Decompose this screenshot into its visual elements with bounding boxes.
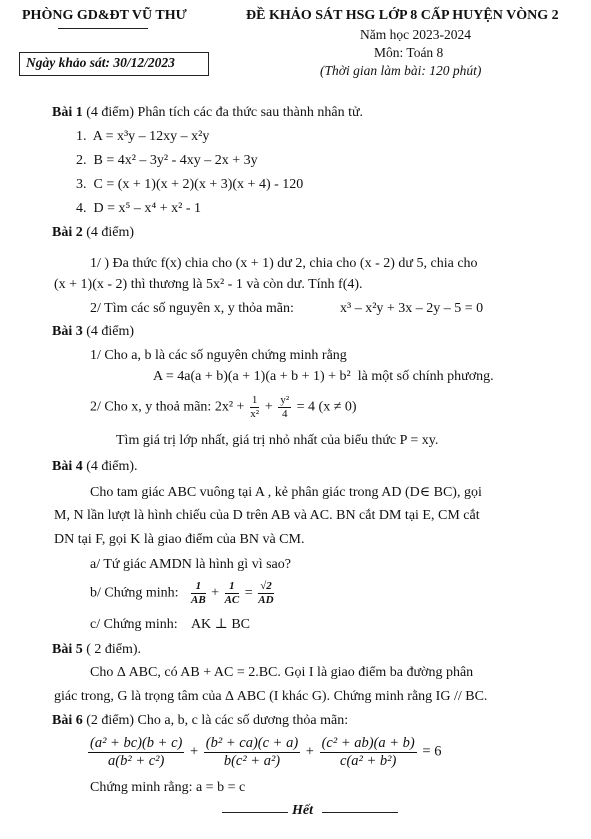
- bai4-label: Bài 4: [52, 459, 83, 474]
- bai6-fraction-3: $\frac{\text{(c² + ab)(a + b)}}{\text{c(a² + b²)}}$: [321, 735, 415, 769]
- bai4-part-c: c/ Chứng minh: AK ⊥ BC: [90, 617, 250, 632]
- bai2-part2-equation: x³ – x²y + 3x – 2y – 5 = 0: [340, 301, 484, 316]
- subject: Môn: Toán 8: [374, 45, 444, 60]
- bai1-item-4: 4. D = x⁵ – x⁴ + x² - 1: [76, 201, 202, 216]
- bai4-line1: Cho tam giác ABC vuông tại A , kẻ phân giác trong AD (D∈ BC), gọi: [90, 485, 482, 500]
- bai1-intro: (4 điểm) Phân tích các đa thức sau thành nhân tử.: [86, 105, 364, 120]
- bai1-label: Bài 1: [52, 105, 83, 120]
- bai4-line2: M, N lần lượt là hình chiếu của D trên AB và AC. BN cắt DM tại E, CM cắt: [54, 508, 480, 523]
- bai1-heading: [52, 105, 363, 121]
- bai2-part1-line1: 1/ ) Đa thức f(x) chia cho (x + 1) dư 2, chia cho (x - 2) dư 5, chia cho: [90, 256, 478, 271]
- bai6-prove: Chứng minh rằng: a = b = c: [90, 780, 246, 795]
- bai3-part3: Tìm giá trị lớp nhất, giá trị nhỏ nhất của biểu thức P = xy.: [116, 433, 439, 448]
- bai1-item-3: 3. C = (x + 1)(x + 2)(x + 3)(x + 4) - 120: [76, 177, 304, 192]
- time-limit: (Thời gian làm bài: 120 phút): [320, 63, 482, 78]
- school-year: Năm học 2023-2024: [360, 27, 471, 42]
- bai3-part1-line1: 1/ Cho a, b là các số nguyên chứng minh rằng: [90, 348, 347, 363]
- exam-title: ĐỀ KHẢO SÁT HSG LỚP 8 CẤP HUYỆN VÒNG 2: [246, 8, 559, 23]
- school-department: PHÒNG GD&ĐT VŨ THƯ: [22, 8, 187, 23]
- bai6-fraction-1: $\frac{\text{(a² + bc)(b + c)}}{\text{a(b² + c²)}}$: [90, 735, 183, 769]
- survey-date: Ngày khảo sát: 30/12/2023: [26, 55, 175, 70]
- bai6-fraction-2: $\frac{\text{(b² + ca)(c + a)}}{\text{b(c² + a²)}}$: [205, 735, 299, 769]
- bai2-heading: Bài 2 (4 điểm): [52, 225, 135, 240]
- frac-1-over-ab: $\frac{1}{AB}$: [190, 580, 206, 606]
- bai5-line1: Cho Δ ABC, có AB + AC = 2.BC. Gọi I là giao điểm ba đường phân: [90, 665, 474, 680]
- bai4-heading: Bài 4 (4 điểm).: [52, 459, 138, 474]
- footer-dash-right: [322, 812, 398, 813]
- bai2-part1-line2: (x + 1)(x - 2) thì thương là 5x² - 1 và còn dư. Tính f(4).: [54, 277, 363, 292]
- bai5-line2: giác trong, G là trọng tâm của Δ ABC (I khác G). Chứng minh rằng IG // BC.: [54, 689, 488, 704]
- bai1-item-1: 1. A = x³y – 12xy – x²y: [76, 129, 210, 144]
- bai3-label: Bài 3: [52, 324, 83, 339]
- header-underline: [58, 28, 148, 29]
- bai3-part1-expression: A = 4a(a + b)(a + 1)(a + b + 1) + b² là một số chính phương.: [153, 369, 494, 384]
- frac-sqrt2-over-ad: $\frac{√2}{AD}$: [258, 580, 274, 606]
- bai6-label: Bài 6: [52, 713, 83, 728]
- frac-1-over-ac: $\frac{1}{AC}$: [224, 580, 240, 606]
- bai6-heading: Bài 6 (2 điểm) Cho a, b, c là các số dương thỏa mãn:: [52, 713, 349, 728]
- bai1-item-2: 2. B = 4x² – 3y² - 4xy – 2x + 3y: [76, 153, 258, 168]
- frac-one-over-x2: $\frac{1}{\text{x²}}$: [250, 394, 260, 420]
- bai4-line3: DN tại F, gọi K là giao điểm của BN và CM.: [54, 532, 305, 547]
- bai6-equation: $\frac{\text{(a² + bc)(b + c)}}{\text{a(b² + c²)}}$ + $\frac{\text{(b² + ca)(c + a)}}{\text{b(c² + a²)}}$ + $\frac{\text{(c² + ab)(a + b)}}{\text{c(a² + b²)}}$ = 6: [90, 735, 442, 769]
- bai2-label: Bài 2: [52, 225, 83, 240]
- bai2-part2: 2/ Tìm các số nguyên x, y thỏa mãn:: [90, 301, 294, 316]
- frac-y2-over-4: $\frac{\text{y²}}{4}$: [280, 394, 290, 420]
- bai4-part-b: b/ Chứng minh: $\frac{1}{AB}$ + $\frac{1}{AC}$ = $\frac{√2}{AD}$: [90, 580, 274, 606]
- end-marker: Hết: [292, 803, 313, 818]
- bai3-heading: Bài 3 (4 điểm): [52, 324, 135, 339]
- bai3-part2: 2/ Cho x, y thoả mãn: 2x² + $\frac{1}{\text{x²}}$ + $\frac{\text{y²}}{4}$ = 4 (x ≠ 0): [90, 394, 357, 420]
- bai5-label: Bài 5: [52, 642, 83, 657]
- bai5-heading: Bài 5 ( 2 điểm).: [52, 642, 142, 657]
- bai4-part-a: a/ Tứ giác AMDN là hình gì vì sao?: [90, 557, 291, 572]
- footer-dash-left: [222, 812, 288, 813]
